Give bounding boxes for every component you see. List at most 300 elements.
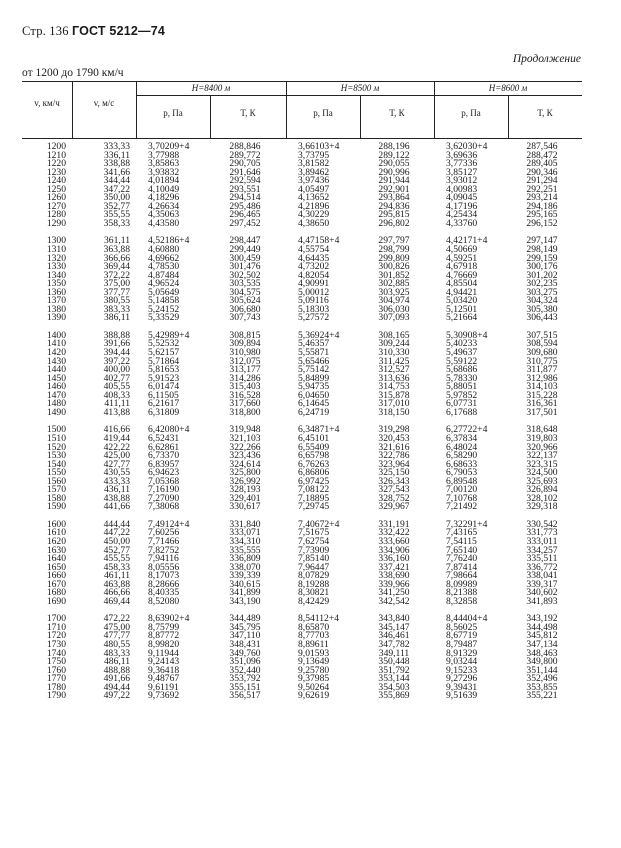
table-cell: 3,93832 xyxy=(148,166,180,178)
table-cell: 1380 xyxy=(46,303,66,315)
table-cell: 5,94735 xyxy=(298,381,330,393)
table-cell: 305,624 xyxy=(229,295,261,307)
table-cell: 8,87772 xyxy=(148,630,180,642)
table-cell: 436,11 xyxy=(103,484,130,496)
table-cell: 345,795 xyxy=(229,621,261,633)
table-row xyxy=(22,217,582,229)
table-cell: 348,431 xyxy=(229,638,261,650)
table-cell: 307,743 xyxy=(229,312,261,324)
table-cell: 295,486 xyxy=(229,200,261,212)
table-cell: 6,58290 xyxy=(446,450,478,462)
table-cell: 317,660 xyxy=(229,398,261,410)
table-cell: 325,800 xyxy=(229,467,261,479)
table-cell: 340,615 xyxy=(229,578,261,590)
table-cell: 7,54115 xyxy=(446,535,477,547)
table-cell: 288,196 xyxy=(378,141,410,152)
table-cell: 9,11944 xyxy=(148,647,179,659)
table-cell: 447,22 xyxy=(103,527,130,539)
table-cell: 5,36924+4 xyxy=(298,329,340,341)
table-cell: 334,906 xyxy=(378,544,410,556)
table-cell: 308,165 xyxy=(378,329,410,341)
table-cell: 9,03244 xyxy=(446,656,478,668)
table-cell: 8,32858 xyxy=(446,595,478,607)
table-cell: 318,800 xyxy=(229,406,261,418)
table-cell: 5,68686 xyxy=(446,364,478,376)
table-cell: 343,840 xyxy=(378,613,410,625)
table-cell: 3,77336 xyxy=(446,158,478,170)
table-cell: 346,461 xyxy=(378,630,410,642)
table-cell: 8,09989 xyxy=(446,578,478,590)
table-cell: 338,070 xyxy=(229,561,261,573)
table-cell: 288,846 xyxy=(229,141,261,152)
table-cell: 337,421 xyxy=(378,561,410,573)
table-cell: 1720 xyxy=(46,630,66,642)
table-cell: 1260 xyxy=(46,192,66,204)
table-cell: 295,165 xyxy=(526,209,558,221)
table-cell: 335,555 xyxy=(229,544,261,556)
table-cell: 287,546 xyxy=(526,141,558,152)
table-cell: 408,33 xyxy=(103,389,130,401)
table-cell: 5,42989+4 xyxy=(148,329,190,341)
table-cell: 5,03420 xyxy=(446,295,478,307)
table-cell: 297,797 xyxy=(378,235,410,247)
table-cell: 353,855 xyxy=(526,681,558,693)
table-cell: 349,800 xyxy=(526,656,558,668)
table-cell: 300,826 xyxy=(378,261,410,273)
table-cell: 8,52080 xyxy=(148,595,180,607)
table-cell: 302,235 xyxy=(526,278,558,290)
table-cell: 5,81653 xyxy=(148,364,180,376)
table-cell: 1310 xyxy=(46,244,66,256)
table-cell: 351,096 xyxy=(229,656,261,668)
table-cell: 8,40335 xyxy=(148,587,180,599)
row-block xyxy=(22,615,582,700)
table-cell: 288,472 xyxy=(526,149,558,161)
table-cell: 289,122 xyxy=(378,149,410,161)
table-cell: 291,646 xyxy=(229,166,261,178)
table-cell: 1690 xyxy=(46,595,66,607)
table-cell: 7,29745 xyxy=(298,501,330,513)
table-cell: 4,21896 xyxy=(298,200,330,212)
table-cell: 333,071 xyxy=(229,527,261,539)
table-cell: 335,511 xyxy=(526,553,558,565)
table-cell: 310,775 xyxy=(526,355,558,367)
table-cell: 8,65870 xyxy=(298,621,330,633)
table-cell: 3,85127 xyxy=(446,166,478,178)
table-cell: 309,680 xyxy=(526,347,558,359)
table-cell: 306,680 xyxy=(229,303,261,315)
table-cell: 344,498 xyxy=(526,621,558,633)
table-cell: 452,77 xyxy=(103,544,130,556)
table-cell: 341,893 xyxy=(526,595,558,607)
table-cell: 1330 xyxy=(46,261,66,273)
table-cell: 5,09116 xyxy=(298,295,329,307)
table-cell: 323,964 xyxy=(378,458,410,470)
table-cell: 355,221 xyxy=(526,690,558,702)
table-cell: 4,10049 xyxy=(148,183,180,195)
table-cell: 303,925 xyxy=(378,286,410,298)
table-cell: 334,257 xyxy=(526,544,558,556)
table-cell: 312,075 xyxy=(229,355,261,367)
table-cell: 1440 xyxy=(46,364,66,376)
table-cell: 303,535 xyxy=(229,278,261,290)
table-cell: 4,05497 xyxy=(298,183,330,195)
table-cell: 361,11 xyxy=(103,235,130,247)
table-cell: 293,864 xyxy=(378,192,410,204)
table-cell: 310,330 xyxy=(378,347,410,359)
table-cell: 472,22 xyxy=(103,613,130,625)
table-cell: 301,852 xyxy=(378,269,410,281)
table-cell: 349,760 xyxy=(229,647,261,659)
table-cell: 6,34871+4 xyxy=(298,424,340,436)
table-cell: 3,73795 xyxy=(298,149,330,161)
table-cell: 1410 xyxy=(46,338,66,350)
table-cell: 416,66 xyxy=(103,424,130,436)
table-cell: 3,93012 xyxy=(446,175,478,187)
table-cell: 358,33 xyxy=(103,217,130,229)
table-cell: 1360 xyxy=(46,286,66,298)
table-cell: 351,792 xyxy=(378,664,410,676)
table-cell: 297,452 xyxy=(229,217,261,229)
table-cell: 340,602 xyxy=(526,587,558,599)
table-cell: 388,88 xyxy=(103,329,130,341)
row-block xyxy=(22,143,582,228)
table-cell: 4,69662 xyxy=(148,252,180,264)
table-cell: 1430 xyxy=(46,355,66,367)
table-cell: 306,030 xyxy=(378,303,410,315)
table-cell: 6,14645 xyxy=(298,398,330,410)
table-cell: 4,76669 xyxy=(446,269,478,281)
table-cell: 1570 xyxy=(46,484,66,496)
table-cell: 405,55 xyxy=(103,381,130,393)
table-cell: 336,772 xyxy=(526,561,558,573)
table-cell: 5,30908+4 xyxy=(446,329,488,341)
table-cell: 347,782 xyxy=(378,638,410,650)
table-cell: 4,78530 xyxy=(148,261,180,273)
table-cell: 475,00 xyxy=(103,621,130,633)
table-cell: 4,85504 xyxy=(446,278,478,290)
table-cell: 1750 xyxy=(46,656,66,668)
table-cell: 347,134 xyxy=(526,638,558,650)
table-cell: 6,68633 xyxy=(446,458,478,470)
header-pressure-1: p, Па xyxy=(163,108,183,118)
table-cell: 8,99820 xyxy=(148,638,180,650)
table-cell: 4,67918 xyxy=(446,261,478,273)
table-cell: 8,28666 xyxy=(148,578,180,590)
table-cell: 327,543 xyxy=(378,484,410,496)
table-cell: 1740 xyxy=(46,647,66,659)
table-cell: 1420 xyxy=(46,347,66,359)
table-cell: 6,27722+4 xyxy=(446,424,488,436)
table-cell: 5,97852 xyxy=(446,389,478,401)
table-cell: 1590 xyxy=(46,501,66,513)
table-body xyxy=(22,143,582,701)
table-cell: 1200 xyxy=(46,141,66,152)
table-cell: 6,11505 xyxy=(148,389,179,401)
table-cell: 351,144 xyxy=(526,664,558,676)
table-cell: 430,55 xyxy=(103,467,130,479)
table-cell: 323,315 xyxy=(526,458,558,470)
table-cell: 8,75799 xyxy=(148,621,180,633)
table-cell: 4,87484 xyxy=(148,269,180,281)
table-row xyxy=(22,406,582,418)
table-cell: 5,14858 xyxy=(148,295,180,307)
table-cell: 4,38650 xyxy=(298,217,330,229)
table-cell: 1600 xyxy=(46,518,66,530)
header-v-ms: v, м/с xyxy=(93,98,115,108)
table-cell: 318,150 xyxy=(378,406,410,418)
table-cell: 345,812 xyxy=(526,630,558,642)
table-cell: 9,13649 xyxy=(298,656,330,668)
table-cell: 5,00012 xyxy=(298,286,330,298)
table-cell: 315,403 xyxy=(229,381,261,393)
table-cell: 469,44 xyxy=(103,595,130,607)
table-cell: 1620 xyxy=(46,535,66,547)
table-cell: 298,799 xyxy=(378,244,410,256)
table-cell: 4,82054 xyxy=(298,269,330,281)
table-cell: 1320 xyxy=(46,252,66,264)
table-cell: 314,286 xyxy=(229,372,261,384)
table-cell: 293,214 xyxy=(526,192,558,204)
table-cell: 1480 xyxy=(46,398,66,410)
table-cell: 4,00983 xyxy=(446,183,478,195)
table-cell: 4,90991 xyxy=(298,278,330,290)
table-cell: 397,22 xyxy=(103,355,130,367)
table-cell: 5,21664 xyxy=(446,312,478,324)
table-cell: 463,88 xyxy=(103,578,130,590)
table-cell: 9,36418 xyxy=(148,664,180,676)
table-cell: 324,500 xyxy=(526,467,558,479)
table-cell: 295,815 xyxy=(378,209,410,221)
table-cell: 309,244 xyxy=(378,338,410,350)
table-cell: 325,150 xyxy=(378,467,410,479)
table-cell: 8,63902+4 xyxy=(148,613,190,625)
table-cell: 5,59122 xyxy=(446,355,478,367)
table-cell: 350,00 xyxy=(103,192,130,204)
table-cell: 328,752 xyxy=(378,492,410,504)
table-cell: 7,08122 xyxy=(298,484,330,496)
table-cell: 290,055 xyxy=(378,158,410,170)
table-cell: 9,73692 xyxy=(148,690,180,702)
table-cell: 450,00 xyxy=(103,535,130,547)
table-cell: 480,55 xyxy=(103,638,130,650)
table-cell: 300,176 xyxy=(526,261,558,273)
table-cell: 7,87414 xyxy=(446,561,478,573)
table-cell: 5,71864 xyxy=(148,355,180,367)
page-header xyxy=(22,24,165,39)
table-cell: 1300 xyxy=(46,235,66,247)
table-cell: 9,62619 xyxy=(298,690,330,702)
table-cell: 299,809 xyxy=(378,252,410,264)
table-cell: 9,24143 xyxy=(148,656,180,668)
table-cell: 4,96524 xyxy=(148,278,180,290)
table-cell: 298,149 xyxy=(526,244,558,256)
table-cell: 6,48024 xyxy=(446,441,478,453)
table-cell: 326,894 xyxy=(526,484,558,496)
table-cell: 6,65798 xyxy=(298,450,330,462)
table-cell: 455,55 xyxy=(103,553,130,565)
table-cell: 494,44 xyxy=(103,681,130,693)
table-cell: 4,73202 xyxy=(298,261,330,273)
table-cell: 1400 xyxy=(46,329,66,341)
table-cell: 338,690 xyxy=(378,570,410,582)
table-cell: 1660 xyxy=(46,570,66,582)
table-cell: 5,12501 xyxy=(446,303,478,315)
table-cell: 4,33760 xyxy=(446,217,478,229)
table-cell: 308,815 xyxy=(229,329,261,341)
table-cell: 9,39431 xyxy=(446,681,478,693)
table-cell: 1220 xyxy=(46,158,66,170)
table-cell: 312,527 xyxy=(378,364,410,376)
row-block xyxy=(22,329,582,418)
table-cell: 5,27572 xyxy=(298,312,330,324)
table-cell: 316,361 xyxy=(526,398,558,410)
table-cell: 301,202 xyxy=(526,269,558,281)
header-group-3: H=8600 м xyxy=(488,83,528,93)
table-cell: 331,840 xyxy=(229,518,261,530)
table-cell: 328,102 xyxy=(526,492,558,504)
table-cell: 1390 xyxy=(46,312,66,324)
table-cell: 333,011 xyxy=(526,535,558,547)
table-cell: 345,147 xyxy=(378,621,410,633)
table-cell: 7,76240 xyxy=(446,553,478,565)
table-cell: 329,318 xyxy=(526,501,558,513)
table-cell: 349,111 xyxy=(378,647,410,659)
table-cell: 355,55 xyxy=(103,209,130,221)
table-cell: 6,01474 xyxy=(148,381,180,393)
table-cell: 5,40233 xyxy=(446,338,478,350)
table-cell: 316,528 xyxy=(229,389,261,401)
table-cell: 9,37985 xyxy=(298,673,330,685)
standard-title: ГОСТ 5212—74 xyxy=(71,24,166,38)
table-cell: 8,17073 xyxy=(148,570,180,582)
header-group-2: H=8500 м xyxy=(340,83,380,93)
table-cell: 383,33 xyxy=(103,303,130,315)
table-cell: 8,07829 xyxy=(298,570,330,582)
table-cell: 427,77 xyxy=(103,458,130,470)
table-cell: 1630 xyxy=(46,544,66,556)
table-cell: 8,89611 xyxy=(298,638,329,650)
table-cell: 326,992 xyxy=(229,475,261,487)
table-cell: 425,00 xyxy=(103,450,130,462)
table-cell: 325,693 xyxy=(526,475,558,487)
table-cell: 6,83957 xyxy=(148,458,180,470)
table-cell: 1760 xyxy=(46,664,66,676)
table-cell: 292,251 xyxy=(526,183,558,195)
table-cell: 7,27090 xyxy=(148,492,180,504)
table-cell: 7,49124+4 xyxy=(148,518,190,530)
table-cell: 8,79487 xyxy=(446,638,478,650)
table-cell: 300,459 xyxy=(229,252,261,264)
table-cell: 319,948 xyxy=(229,424,261,436)
table-cell: 6,52431 xyxy=(148,432,180,444)
table-cell: 5,55871 xyxy=(298,347,330,359)
table-cell: 336,160 xyxy=(378,553,410,565)
table-cell: 6,55409 xyxy=(298,441,330,453)
table-cell: 1290 xyxy=(46,217,66,229)
table-cell: 6,21617 xyxy=(148,398,180,410)
table-cell: 314,103 xyxy=(526,381,558,393)
table-cell: 311,425 xyxy=(378,355,410,367)
table-cell: 5,52532 xyxy=(148,338,180,350)
table-cell: 319,298 xyxy=(378,424,410,436)
table-cell: 438,88 xyxy=(103,492,130,504)
table-cell: 320,966 xyxy=(526,441,558,453)
range-title: от 1200 до 1790 км/ч xyxy=(22,67,124,79)
table-cell: 1710 xyxy=(46,621,66,633)
table-cell: 8,54112+4 xyxy=(298,613,340,625)
table-cell: 312,986 xyxy=(526,372,558,384)
table-cell: 6,17688 xyxy=(446,406,478,418)
table-cell: 319,803 xyxy=(526,432,558,444)
table-cell: 1230 xyxy=(46,166,66,178)
table-cell: 7,21492 xyxy=(446,501,478,513)
table-cell: 307,515 xyxy=(526,329,558,341)
table-row xyxy=(22,692,582,701)
table-cell: 289,405 xyxy=(526,158,558,170)
table-cell: 7,60256 xyxy=(148,527,180,539)
data-table xyxy=(22,81,582,701)
table-cell: 413,88 xyxy=(103,406,130,418)
table-cell: 291,944 xyxy=(378,175,410,187)
header-group-1: H=8400 м xyxy=(191,83,231,93)
table-cell: 1560 xyxy=(46,475,66,487)
table-cell: 296,465 xyxy=(229,209,261,221)
table-cell: 343,190 xyxy=(229,595,261,607)
table-cell: 3,62030+4 xyxy=(446,141,488,152)
table-cell: 4,52186+4 xyxy=(148,235,190,247)
table-cell: 7,38068 xyxy=(148,501,180,513)
table-cell: 339,966 xyxy=(378,578,410,590)
table-cell: 313,177 xyxy=(229,364,261,376)
table-cell: 5,05649 xyxy=(148,286,180,298)
table-cell: 332,422 xyxy=(378,527,410,539)
table-cell: 375,00 xyxy=(103,278,130,290)
table-cell: 363,88 xyxy=(103,244,130,256)
table-cell: 7,43165 xyxy=(446,527,478,539)
table-cell: 317,010 xyxy=(378,398,410,410)
table-cell: 4,01894 xyxy=(148,175,180,187)
table-cell: 321,103 xyxy=(229,432,261,444)
table-cell: 5,24152 xyxy=(148,303,180,315)
table-cell: 8,44404+4 xyxy=(446,613,488,625)
table-cell: 422,22 xyxy=(103,441,130,453)
table-cell: 1510 xyxy=(46,432,66,444)
table-cell: 299,159 xyxy=(526,252,558,264)
table-cell: 1610 xyxy=(46,527,66,539)
table-cell: 4,09045 xyxy=(446,192,478,204)
table-cell: 1280 xyxy=(46,209,66,221)
table-cell: 343,192 xyxy=(526,613,558,625)
table-cell: 1500 xyxy=(46,424,66,436)
table-cell: 5,62157 xyxy=(148,347,180,359)
table-cell: 307,093 xyxy=(378,312,410,324)
row-block xyxy=(22,426,582,511)
table-cell: 4,25434 xyxy=(446,209,478,221)
table-cell: 4,50669 xyxy=(446,244,478,256)
header-pressure-3: p, Па xyxy=(461,108,481,118)
page-label: Стр. 136 xyxy=(22,24,69,38)
table-cell: 1270 xyxy=(46,200,66,212)
table-cell: 372,22 xyxy=(103,269,130,281)
table-cell: 3,70209+4 xyxy=(148,141,190,152)
table-cell: 461,11 xyxy=(103,570,130,582)
table-cell: 5,46357 xyxy=(298,338,330,350)
table-cell: 7,05368 xyxy=(148,475,180,487)
table-cell: 6,94623 xyxy=(148,467,180,479)
table-cell: 311,877 xyxy=(526,364,558,376)
table-cell: 5,91523 xyxy=(148,372,180,384)
